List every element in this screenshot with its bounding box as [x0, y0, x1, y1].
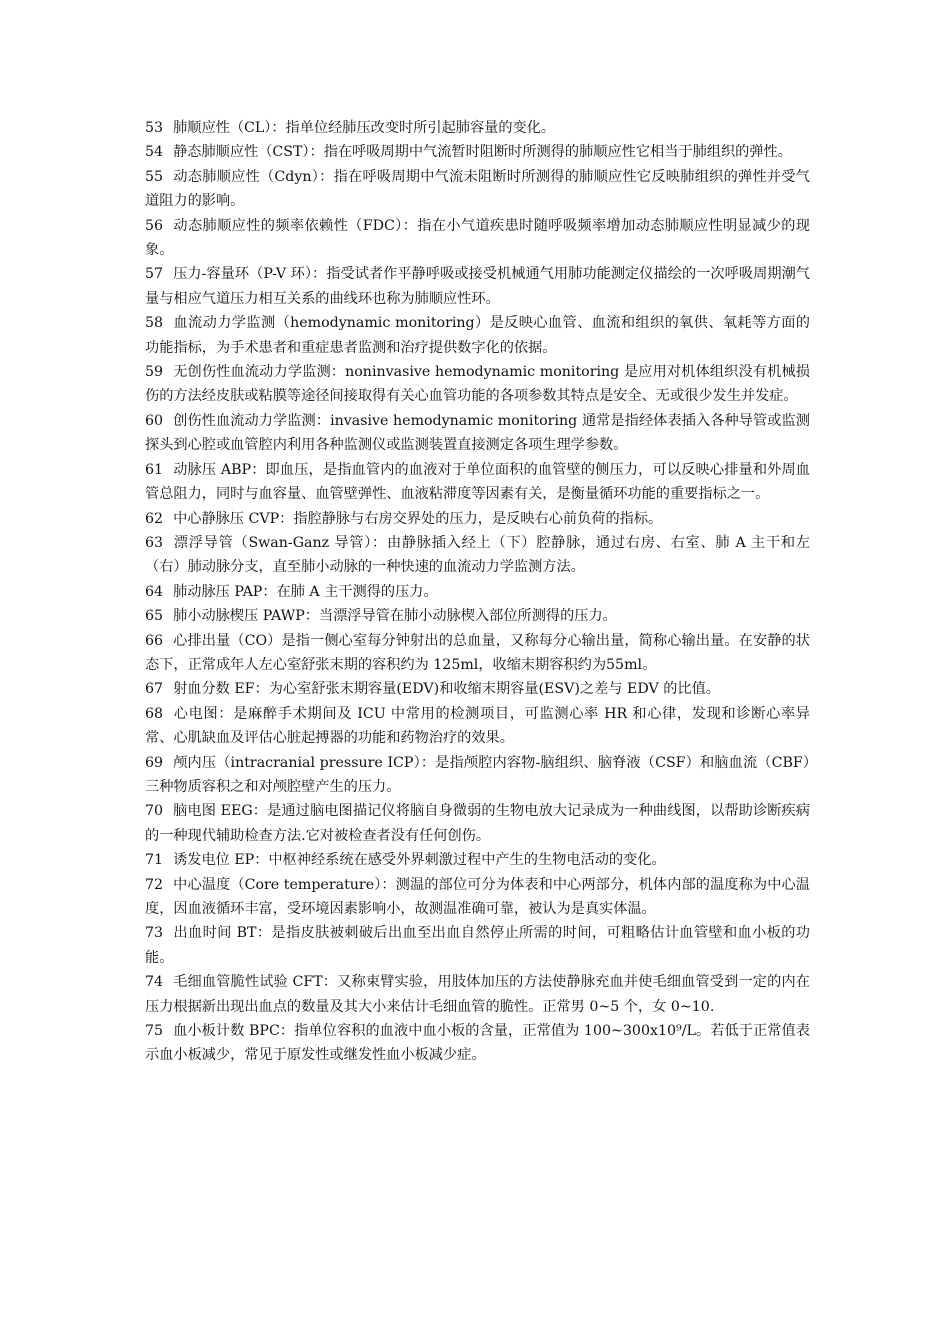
- entry-text: 压力-容量环（P-V 环）：指受试者作平静呼吸或接受机械通气用肺功能测定仪描绘的一次呼吸周期潮气量与相应气道压力相互关系的曲线环也称为肺顺应性环。: [145, 266, 810, 307]
- entry-text: 颅内压（intracranial pressure ICP）：是指颅腔内容物-脑组织、脑脊液（CSF）和脑血流（CBF）三种物质容积之和对颅腔壁产生的压力。: [145, 754, 810, 795]
- entry-number: 71: [145, 852, 164, 869]
- entry-text: 静态肺顺应性（CST）：指在呼吸周期中气流暂时阻断时所测得的肺顺应性它相当于肺组织的弹性。: [173, 144, 792, 161]
- entry-text: 出血时间 BT：是指皮肤被刺破后出血至出血自然停止所需的时间，可粗略估计血管壁和血小板的功能。: [145, 925, 810, 966]
- glossary-entry-65: [145, 604, 810, 628]
- glossary-entry-57: [145, 262, 810, 311]
- glossary-entry-74: [145, 970, 810, 1019]
- glossary-entry-54: [145, 140, 810, 164]
- entry-number: 57: [145, 266, 164, 283]
- entry-text: 心电图：是麻醉手术期间及 ICU 中常用的检测项目，可监测心率 HR 和心律，发现和诊断心率异常、心肌缺血及评估心脏起搏器的功能和药物治疗的效果。: [145, 705, 810, 747]
- glossary-entry-69: [145, 751, 810, 800]
- entry-text: 肺顺应性（CL）：指单位经肺压改变时所引起肺容量的变化。: [173, 120, 556, 136]
- entry-number: 67: [145, 681, 164, 698]
- entry-number: 59: [145, 364, 164, 381]
- entry-number: 62: [145, 510, 164, 527]
- glossary-entry-71: [145, 848, 810, 872]
- entry-number: 72: [145, 876, 164, 893]
- entry-number: 54: [145, 144, 164, 161]
- glossary-entry-55: [145, 165, 810, 214]
- entry-text: 血小板计数 BPC：指单位容积的血液中血小板的含量，正常值为 100~300x10⁹/L。若低于正常值表示血小板减少，常见于原发性或继发性血小板减少症。: [145, 1023, 810, 1064]
- entry-text: 血流动力学监测（hemodynamic monitoring）是反映心血管、血流和组织的氧供、氧耗等方面的功能指标，为手术患者和重症患者监测和治疗提供数字化的依据。: [145, 315, 810, 356]
- document-page: [145, 116, 810, 1068]
- glossary-entry-75: [145, 1019, 810, 1068]
- entry-text: 毛细血管脆性试验 CFT：又称束臂实验，用肢体加压的方法使静脉充血并使毛细血管受到一定的内在压力根据新出现出血点的数量及其大小来估计毛细血管的脆性。正常男 0~5 个，女 0~10.: [145, 974, 810, 1015]
- entry-text: 动态肺顺应性的频率依赖性（FDC）：指在小气道疾患时随呼吸频率增加动态肺顺应性明显减少的现象。: [145, 217, 810, 259]
- entry-text: 中心静脉压 CVP：指腔静脉与右房交界处的压力，是反映右心前负荷的指标。: [173, 510, 663, 527]
- entry-number: 74: [145, 974, 164, 991]
- entry-text: 脑电图 EEG：是通过脑电图描记仪将脑自身微弱的生物电放大记录成为一种曲线图，以帮助诊断疾病的一种现代辅助检查方法.它对被检查者没有任何创伤。: [145, 803, 810, 844]
- entry-text: 漂浮导管（Swan-Ganz 导管）：由静脉插入经上（下）腔静脉，通过右房、右室、肺 A 主干和左（右）肺动脉分支，直至肺小动脉的一种快速的血流动力学监测方法。: [145, 534, 810, 576]
- entry-number: 65: [145, 608, 164, 625]
- entry-number: 58: [145, 315, 164, 332]
- entry-number: 61: [145, 461, 164, 478]
- entry-number: 60: [145, 412, 164, 429]
- entry-text: 中心温度（Core temperature）：测温的部位可分为体表和中心两部分，机体内部的温度称为中心温度，因血液循环丰富，受环境因素影响小，故测温准确可靠，被认为是真实体温。: [145, 876, 810, 917]
- glossary-entry-63: [145, 531, 810, 580]
- entry-text: 诱发电位 EP：中枢神经系统在感受外界刺激过程中产生的生物电活动的变化。: [173, 852, 666, 869]
- glossary-entry-66: [145, 629, 810, 678]
- entry-text: 动态肺顺应性（Cdyn）：指在呼吸周期中气流未阻断时所测得的肺顺应性它反映肺组织的弹性并受气道阻力的影响。: [145, 168, 810, 210]
- glossary-entry-56: [145, 214, 810, 263]
- glossary-entry-58: [145, 311, 810, 360]
- entry-text: 肺动脉压 PAP：在肺 A 主干测得的压力。: [173, 583, 438, 600]
- entry-number: 69: [145, 754, 164, 771]
- entry-number: 66: [145, 632, 164, 649]
- entry-text: 创伤性血流动力学监测：invasive hemodynamic monitoring 通常是指经体表插入各种导管或监测探头到心腔或血管腔内利用各种监测仪或监测装置直接测定各项生理学参数。: [145, 412, 810, 454]
- entry-text: 无创伤性血流动力学监测：noninvasive hemodynamic monitoring 是应用对机体组织没有机械损伤的方法经皮肤或粘膜等途径间接取得有关心血管功能的各项参数其特点是安全、无或很少发生并发症。: [145, 364, 810, 405]
- entry-number: 55: [145, 168, 164, 185]
- glossary-entry-72: [145, 873, 810, 922]
- glossary-entry-68: [145, 702, 810, 751]
- entry-number: 53: [145, 120, 164, 136]
- glossary-entry-70: [145, 799, 810, 848]
- glossary-entry-53: [145, 116, 810, 140]
- glossary-entry-59: [145, 360, 810, 409]
- entry-text: 动脉压 ABP：即血压，是指血管内的血液对于单位面积的血管壁的侧压力，可以反映心排量和外周血管总阻力，同时与血容量、血管壁弹性、血液粘滞度等因素有关，是衡量循环功能的重要指标之一。: [145, 461, 810, 503]
- entry-text: 肺小动脉楔压 PAWP：当漂浮导管在肺小动脉楔入部位所测得的压力。: [173, 608, 617, 625]
- glossary-entry-73: [145, 921, 810, 970]
- entry-text: 射血分数 EF：为心室舒张末期容量(EDV)和收缩末期容量(ESV)之差与 EDV 的比值。: [173, 681, 720, 698]
- glossary-entry-60: [145, 409, 810, 458]
- entry-number: 68: [145, 705, 164, 722]
- glossary-entry-61: [145, 458, 810, 507]
- entry-text: 心排出量（CO）是指一侧心室每分钟射出的总血量，又称每分心输出量，简称心输出量。在安静的状态下，正常成年人左心室舒张末期的容积约为 125ml，收缩末期容积约为55ml。: [145, 632, 810, 673]
- entry-number: 73: [145, 925, 164, 942]
- glossary-entry-67: [145, 677, 810, 701]
- glossary-entry-62: [145, 507, 810, 531]
- entry-number: 63: [145, 534, 164, 551]
- entry-number: 70: [145, 803, 164, 820]
- entry-number: 56: [145, 217, 164, 234]
- entry-number: 75: [145, 1023, 164, 1040]
- glossary-entry-64: [145, 580, 810, 604]
- entry-number: 64: [145, 583, 164, 600]
